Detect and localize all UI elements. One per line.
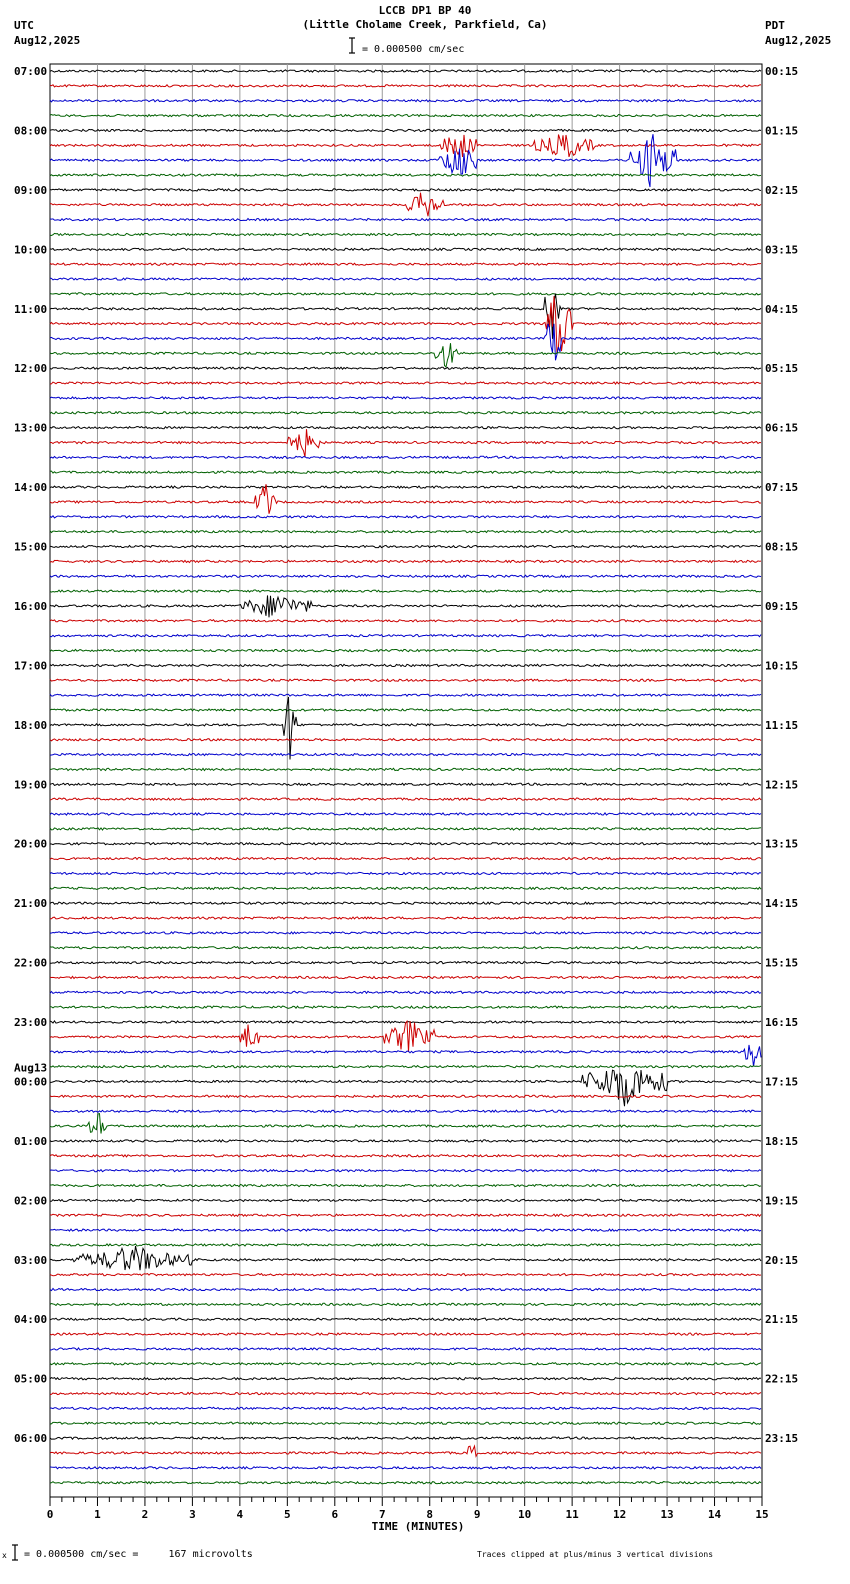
seismic-trace bbox=[50, 115, 761, 117]
utc-hour-label: 11:00 bbox=[14, 302, 48, 316]
seismic-trace bbox=[50, 1392, 761, 1394]
x-tick-label: 5 bbox=[284, 1508, 291, 1521]
seismic-trace bbox=[50, 872, 761, 874]
seismic-trace bbox=[50, 754, 761, 756]
seismic-trace bbox=[50, 1140, 761, 1142]
seismic-trace bbox=[50, 709, 761, 711]
x-tick-label: 13 bbox=[660, 1508, 674, 1521]
utc-hour-label: 10:00 bbox=[14, 243, 48, 257]
seismic-trace bbox=[50, 962, 761, 964]
pdt-hour-label: 03:15 bbox=[765, 243, 799, 257]
utc-hour-label: 15:00 bbox=[14, 540, 48, 554]
seismic-trace bbox=[50, 828, 761, 830]
seismic-trace bbox=[50, 85, 761, 87]
chart-title: LCCB DP1 BP 40 bbox=[378, 4, 472, 17]
seismic-trace bbox=[50, 932, 761, 934]
utc-hour-label: 14:00 bbox=[14, 481, 48, 495]
seismic-trace bbox=[50, 1155, 761, 1157]
seismic-trace bbox=[50, 590, 761, 592]
x-tick-label: 0 bbox=[46, 1508, 54, 1521]
seismic-trace bbox=[50, 1184, 761, 1186]
seismic-trace bbox=[50, 635, 761, 637]
seismic-trace bbox=[50, 1021, 761, 1052]
seismic-trace bbox=[50, 739, 761, 741]
seismic-trace bbox=[50, 324, 761, 361]
x-tick-label: 6 bbox=[331, 1508, 339, 1521]
seismic-trace bbox=[50, 531, 761, 533]
x-tick-label: 14 bbox=[707, 1508, 722, 1521]
seismic-trace bbox=[50, 902, 761, 904]
pdt-hour-label: 21:15 bbox=[765, 1313, 799, 1327]
x-tick-label: 12 bbox=[612, 1508, 627, 1521]
utc-hour-label: 18:00 bbox=[14, 718, 48, 732]
utc-hour-label: 01:00 bbox=[14, 1134, 48, 1148]
seismic-trace bbox=[50, 595, 761, 617]
seismic-trace bbox=[50, 1246, 761, 1270]
seismic-trace bbox=[50, 189, 761, 191]
utc-hour-label: 03:00 bbox=[14, 1253, 48, 1267]
x-axis bbox=[47, 1497, 769, 1533]
utc-hour-label: 12:00 bbox=[14, 362, 48, 376]
x-axis-label: TIME (MINUTES) bbox=[371, 1520, 465, 1533]
utc-hour-label: 21:00 bbox=[14, 897, 48, 911]
seismic-trace bbox=[50, 471, 761, 473]
seismic-trace bbox=[50, 679, 761, 681]
seismic-trace bbox=[50, 1446, 761, 1456]
seismic-trace bbox=[50, 484, 761, 514]
pdt-hour-label: 17:15 bbox=[765, 1075, 799, 1089]
seismic-trace bbox=[50, 1214, 761, 1216]
seismic-trace bbox=[50, 456, 761, 458]
pdt-hour-label: 04:15 bbox=[765, 302, 799, 316]
pdt-hour-label: 18:15 bbox=[765, 1134, 799, 1148]
pdt-hour-label: 23:15 bbox=[765, 1432, 799, 1446]
utc-hour-label: 02:00 bbox=[14, 1194, 48, 1208]
seismic-trace bbox=[50, 1288, 761, 1290]
seismic-trace bbox=[50, 174, 761, 176]
x-tick-label: 11 bbox=[565, 1508, 579, 1521]
seismic-trace bbox=[50, 858, 761, 860]
seismic-trace bbox=[50, 620, 761, 622]
header-scale-bar-icon bbox=[349, 38, 355, 53]
seismic-trace bbox=[50, 397, 761, 399]
seismic-trace bbox=[50, 697, 761, 760]
seismic-trace bbox=[50, 1199, 761, 1201]
pdt-hour-label: 02:15 bbox=[765, 183, 799, 197]
utc-hour-label: 20:00 bbox=[14, 837, 48, 851]
utc-hour-label: 06:00 bbox=[14, 1432, 48, 1446]
seismic-trace bbox=[50, 545, 761, 547]
pdt-hour-label: 08:15 bbox=[765, 540, 799, 554]
utc-hour-label: 07:00 bbox=[14, 65, 48, 78]
seismic-trace bbox=[50, 887, 761, 889]
utc-hour-label: 09:00 bbox=[14, 183, 48, 197]
seismic-trace bbox=[50, 294, 761, 339]
pdt-hour-label: 05:15 bbox=[765, 362, 799, 376]
footer-scale-text: = 0.000500 cm/sec = 167 microvolts bbox=[24, 1549, 253, 1560]
seismic-trace bbox=[50, 1244, 761, 1246]
seismic-trace bbox=[50, 1229, 761, 1231]
header-scale-text: = 0.000500 cm/sec bbox=[362, 44, 465, 55]
pdt-hour-label: 09:15 bbox=[765, 599, 799, 613]
utc-hour-label: 19:00 bbox=[14, 778, 48, 792]
footer-scale-bar-icon bbox=[12, 1545, 18, 1560]
utc-hour-label: 16:00 bbox=[14, 599, 48, 613]
seismic-trace bbox=[50, 382, 761, 384]
clip-note: Traces clipped at plus/minus 3 vertical divisions bbox=[477, 1550, 714, 1559]
x-tick-label: 10 bbox=[518, 1508, 532, 1521]
seismic-trace bbox=[50, 219, 761, 221]
seismic-trace bbox=[50, 1348, 761, 1350]
seismic-trace bbox=[50, 1006, 761, 1008]
utc-hour-label: 00:00 bbox=[14, 1075, 48, 1089]
pdt-hour-label: 12:15 bbox=[765, 778, 799, 792]
seismic-trace bbox=[50, 100, 761, 102]
seismic-trace bbox=[50, 134, 761, 187]
seismic-trace bbox=[50, 486, 761, 488]
seismic-trace bbox=[50, 343, 761, 367]
seismic-trace bbox=[50, 1045, 761, 1067]
trace-layer bbox=[50, 70, 761, 1484]
seismic-trace bbox=[50, 813, 761, 815]
seismic-trace bbox=[50, 278, 761, 280]
pdt-hour-label: 00:15 bbox=[765, 65, 799, 78]
utc-date-label: Aug12,2025 bbox=[14, 34, 81, 47]
seismic-trace bbox=[50, 1066, 761, 1068]
pdt-hour-label: 16:15 bbox=[765, 1016, 799, 1030]
seismic-trace bbox=[50, 1274, 761, 1276]
seismic-trace bbox=[50, 1318, 761, 1320]
utc-hour-label: 05:00 bbox=[14, 1372, 48, 1386]
pdt-hour-label: 07:15 bbox=[765, 481, 799, 495]
seismic-trace bbox=[50, 1095, 761, 1097]
seismic-trace bbox=[50, 575, 761, 577]
seismic-trace bbox=[50, 248, 761, 250]
utc-hour-label: 04:00 bbox=[14, 1313, 48, 1327]
seismic-trace bbox=[50, 1437, 761, 1439]
date-change-label: Aug13 bbox=[14, 1061, 48, 1075]
pdt-hour-label: 19:15 bbox=[765, 1194, 799, 1208]
x-tick-label: 7 bbox=[378, 1508, 386, 1521]
seismic-trace bbox=[50, 947, 761, 949]
seismic-trace bbox=[50, 293, 761, 295]
footer-corner-mark: x bbox=[2, 1551, 7, 1560]
pdt-date-label: Aug12,2025 bbox=[765, 34, 832, 47]
seismic-trace bbox=[50, 263, 761, 265]
pdt-hour-label: 14:15 bbox=[765, 897, 799, 911]
utc-timezone-label: UTC bbox=[14, 19, 34, 32]
seismic-trace bbox=[50, 233, 761, 235]
seismic-trace bbox=[50, 70, 761, 72]
seismic-trace bbox=[50, 1110, 761, 1112]
pdt-hour-label: 20:15 bbox=[765, 1253, 799, 1267]
seismic-trace bbox=[50, 991, 761, 993]
seismic-trace bbox=[50, 1482, 761, 1484]
seismic-trace bbox=[50, 1422, 761, 1424]
utc-hour-label: 08:00 bbox=[14, 124, 48, 138]
seismic-trace bbox=[50, 1303, 761, 1305]
x-tick-label: 15 bbox=[755, 1508, 769, 1521]
pdt-hour-label: 13:15 bbox=[765, 837, 799, 851]
seismic-trace bbox=[50, 412, 761, 414]
seismic-trace bbox=[50, 1170, 761, 1172]
seismic-trace bbox=[50, 649, 761, 651]
seismic-trace bbox=[50, 843, 761, 845]
seismic-trace bbox=[50, 1378, 761, 1380]
x-tick-label: 9 bbox=[473, 1508, 481, 1521]
seismic-trace bbox=[50, 694, 761, 696]
pdt-hour-label: 01:15 bbox=[765, 124, 799, 138]
pdt-hour-label: 06:15 bbox=[765, 421, 799, 435]
seismic-trace bbox=[50, 798, 761, 800]
utc-hour-label: 22:00 bbox=[14, 956, 48, 970]
pdt-hour-label: 11:15 bbox=[765, 718, 799, 732]
x-tick-label: 2 bbox=[141, 1508, 149, 1521]
seismic-trace bbox=[50, 976, 761, 978]
seismic-trace bbox=[50, 367, 761, 369]
x-tick-label: 8 bbox=[426, 1508, 434, 1521]
seismic-trace bbox=[50, 429, 761, 457]
pdt-hour-label: 22:15 bbox=[765, 1372, 799, 1386]
utc-hour-label: 13:00 bbox=[14, 421, 48, 435]
seismic-trace bbox=[50, 427, 761, 429]
utc-hour-label: 17:00 bbox=[14, 659, 48, 673]
pdt-timezone-label: PDT bbox=[765, 19, 785, 32]
pdt-hour-label: 15:15 bbox=[765, 956, 799, 970]
seismic-trace bbox=[50, 1114, 761, 1134]
seismic-trace bbox=[50, 1333, 761, 1335]
seismic-trace bbox=[50, 768, 761, 770]
x-tick-label: 1 bbox=[94, 1508, 101, 1521]
seismic-trace bbox=[50, 516, 761, 518]
x-tick-label: 4 bbox=[236, 1508, 244, 1521]
seismic-trace bbox=[50, 560, 761, 562]
seismic-trace bbox=[50, 1407, 761, 1409]
seismic-trace bbox=[50, 1070, 761, 1106]
seismic-trace bbox=[50, 664, 761, 666]
seismic-trace bbox=[50, 129, 761, 131]
x-tick-label: 3 bbox=[189, 1508, 196, 1521]
seismic-trace bbox=[50, 1363, 761, 1365]
utc-hour-label: 23:00 bbox=[14, 1016, 48, 1030]
seismic-trace bbox=[50, 917, 761, 919]
seismic-trace bbox=[50, 783, 761, 785]
chart-subtitle: (Little Cholame Creek, Parkfield, Ca) bbox=[302, 18, 548, 31]
seismic-trace bbox=[50, 296, 761, 353]
seismic-trace bbox=[50, 193, 761, 217]
pdt-hour-label: 10:15 bbox=[765, 659, 799, 673]
seismic-trace bbox=[50, 1467, 761, 1469]
